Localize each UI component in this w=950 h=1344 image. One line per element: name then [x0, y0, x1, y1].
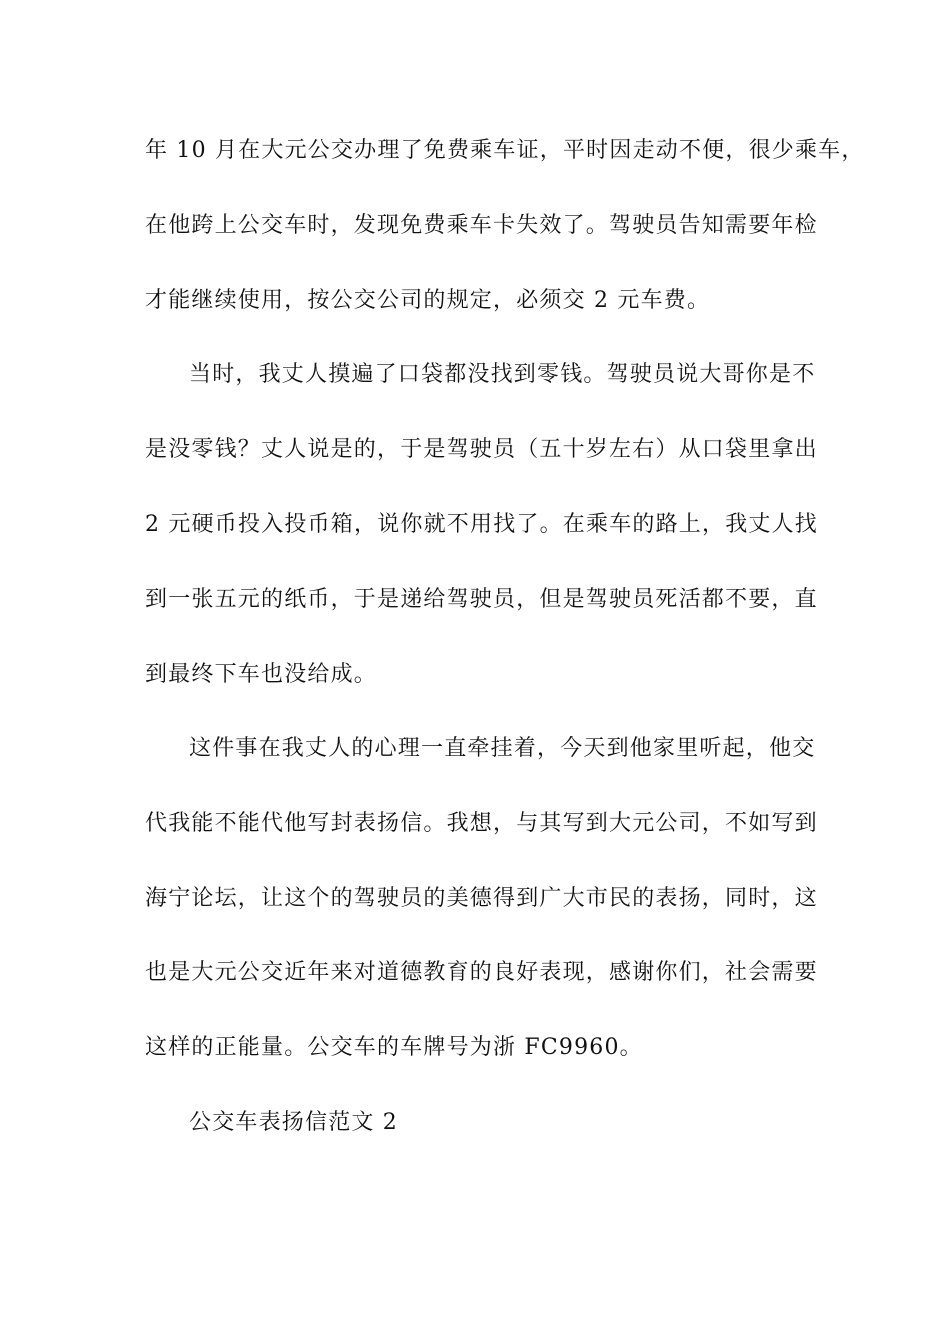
paragraph-line-4: 当时，我丈人摸遍了口袋都没找到零钱。驾驶员说大哥你是不	[189, 362, 816, 387]
paragraph-line-13: 这样的正能量。公交车的车牌号为浙 FC9960。	[145, 1035, 643, 1060]
paragraph-line-9: 这件事在我丈人的心理一直牵挂着，今天到他家里听起，他交	[189, 736, 816, 761]
paragraph-line-7: 到一张五元的纸币，于是递给驾驶员，但是驾驶员死活都不要，直	[145, 587, 818, 612]
paragraph-line-3: 才能继续使用，按公交公司的规定，必须交 2 元车费。	[145, 288, 711, 313]
paragraph-line-10: 代我能不能代他写封表扬信。我想，与其写到大元公司，不如写到	[145, 811, 818, 836]
paragraph-line-6: 2 元硬币投入投币箱，说你就不用找了。在乘车的路上，我丈人找	[145, 512, 818, 537]
section-heading: 公交车表扬信范文 2	[189, 1110, 398, 1135]
paragraph-line-1: 年 10 月在大元公交办理了免费乘车证，平时因走动不便，很少乘车，	[145, 138, 865, 163]
paragraph-line-11: 海宁论坛，让这个的驾驶员的美德得到广大市民的表扬，同时，这	[145, 886, 818, 911]
paragraph-line-5: 是没零钱？丈人说是的，于是驾驶员（五十岁左右）从口袋里拿出	[145, 437, 818, 462]
paragraph-line-2: 在他跨上公交车时，发现免费乘车卡失效了。驾驶员告知需要年检	[145, 213, 818, 238]
paragraph-line-8: 到最终下车也没给成。	[145, 662, 378, 687]
paragraph-line-12: 也是大元公交近年来对道德教育的良好表现，感谢你们，社会需要	[145, 960, 818, 985]
